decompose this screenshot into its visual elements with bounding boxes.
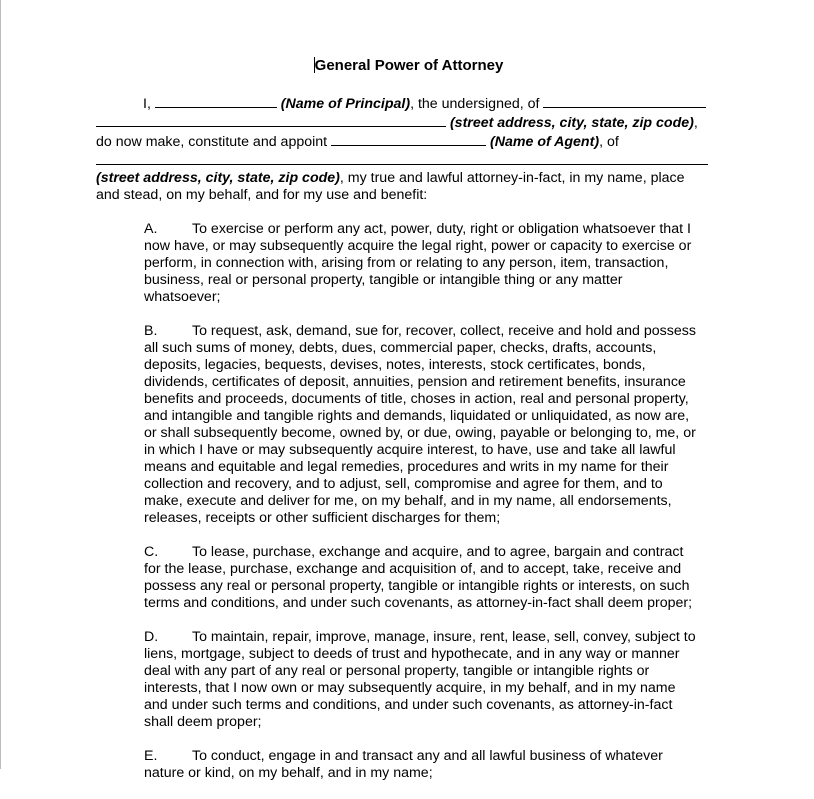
clause-d xyxy=(144,629,724,731)
clause-line: and intangible and tangible rights and demands, liquidated or unliquidated, as now are, xyxy=(144,408,690,424)
clause-line: whatsoever; xyxy=(144,289,221,305)
clause-line: collection and recovery, and to adjust, sell, compromise and agree for them, and to xyxy=(144,476,663,492)
clause-letter: A. xyxy=(144,221,158,237)
clause-letter: C. xyxy=(144,544,159,560)
clause-line: possess any real or personal property, tangible or intangible rights or interests, on such xyxy=(144,578,690,594)
clause-line: terms and conditions, and under such covenants, as attorney-in-fact shall deem proper; xyxy=(144,595,693,611)
clause-line: or shall subsequently become, owned by, or due, owing, payable or belonging to, me, or xyxy=(144,425,696,441)
clause-line: means and equitable and legal remedies, procedures and writs in my name for their xyxy=(144,459,669,475)
clause-c xyxy=(144,544,724,612)
principal-name-label: (Name of Principal) xyxy=(280,96,411,112)
clause-line: all such sums of money, debts, dues, commercial paper, checks, drafts, accounts, xyxy=(144,340,657,356)
clause-line: interests, that I now own or may subsequently acquire, in my behalf, and in my name xyxy=(144,680,676,696)
clause-b xyxy=(144,323,724,527)
agent-address-label: (street address, city, state, zip code) xyxy=(96,170,340,186)
principal-name-blank[interactable] xyxy=(155,94,277,108)
intro-text: , xyxy=(693,115,698,131)
clause-line: for the lease, purchase, exchange and acquisition of, and to accept, take, receive and xyxy=(144,561,682,577)
clause-line: deal with any part of any real or personal property, tangible or intangible rights or xyxy=(144,663,650,679)
intro-line-4 xyxy=(96,151,721,170)
clause-line: To exercise or perform any act, power, duty, right or obligation whatsoever that I xyxy=(192,221,691,237)
document-body[interactable] xyxy=(96,57,721,799)
clause-letter: E. xyxy=(144,748,158,764)
clause-line: To lease, purchase, exchange and acquire, and to agree, bargain and contract xyxy=(192,544,684,560)
clause-line: in which I have or may subsequently acquire interest, to have, use and take all lawful xyxy=(144,442,676,458)
document-title-text: General Power of Attorney xyxy=(314,57,504,74)
clause-line: shall deem proper; xyxy=(144,714,262,730)
clause-letter: D. xyxy=(144,629,159,645)
clause-letter: B. xyxy=(144,323,158,339)
agent-address-blank[interactable] xyxy=(96,151,708,165)
intro-line-1 xyxy=(96,94,721,113)
clause-line: make, execute and deliver for me, on my behalf, and in my name, all endorsements, xyxy=(144,493,672,509)
page-left-edge xyxy=(0,0,1,769)
intro-text: do now make, constitute and appoint xyxy=(96,134,328,150)
clause-line: liens, mortgage, subject to deeds of trust and hypothecate, and in any way or manner xyxy=(144,646,680,662)
intro-line-2 xyxy=(96,113,721,132)
clause-line: business, real or personal property, tangible or intangible thing or any matter xyxy=(144,272,623,288)
intro-paragraph xyxy=(96,94,721,204)
intro-line-3 xyxy=(96,132,721,151)
clause-line: deposits, legacies, bequests, devises, notes, interests, stock certificates, bonds, xyxy=(144,357,646,373)
clause-line: releases, receipts or other sufficient discharges for them; xyxy=(144,510,501,526)
clause-line: now have, or may subsequently acquire the legal right, power or capacity to exercise or xyxy=(144,238,692,254)
intro-text: , of xyxy=(599,134,619,150)
agent-name-blank[interactable] xyxy=(331,132,486,146)
clause-e xyxy=(144,748,724,782)
principal-address-blank-2[interactable] xyxy=(96,113,446,127)
document-title xyxy=(96,57,721,75)
clause-line: To conduct, engage in and transact any and all lawful business of whatever xyxy=(192,748,663,764)
intro-text: , my true and lawful attorney-in-fact, in my name, place xyxy=(339,170,685,186)
intro-text: I, xyxy=(143,96,151,112)
clause-a xyxy=(144,221,724,306)
agent-name-label: (Name of Agent) xyxy=(490,134,600,150)
clause-line: dividends, certificates of deposit, annuities, pension and retirement benefits, insurance xyxy=(144,374,686,390)
clause-line: and under such terms and conditions, and under such covenants, as attorney-in-fact xyxy=(144,697,673,713)
clause-line: To maintain, repair, improve, manage, insure, rent, lease, sell, convey, subject to xyxy=(192,629,696,645)
principal-address-label: (street address, city, state, zip code) xyxy=(449,115,694,131)
clause-line: nature or kind, on my behalf, and in my name; xyxy=(144,765,433,781)
clause-line: benefits and proceeds, documents of title, choses in action, real and personal property, xyxy=(144,391,689,407)
intro-text: , the undersigned, of xyxy=(410,96,540,112)
clause-line: perform, in connection with, arising from or relating to any person, item, transaction, xyxy=(144,255,669,271)
intro-line-5 xyxy=(96,170,721,187)
principal-address-blank-1[interactable] xyxy=(543,94,706,108)
intro-line-6: and stead, on my behalf, and for my use and benefit: xyxy=(96,187,428,203)
clause-line: To request, ask, demand, sue for, recover, collect, receive and hold and possess xyxy=(192,323,696,339)
